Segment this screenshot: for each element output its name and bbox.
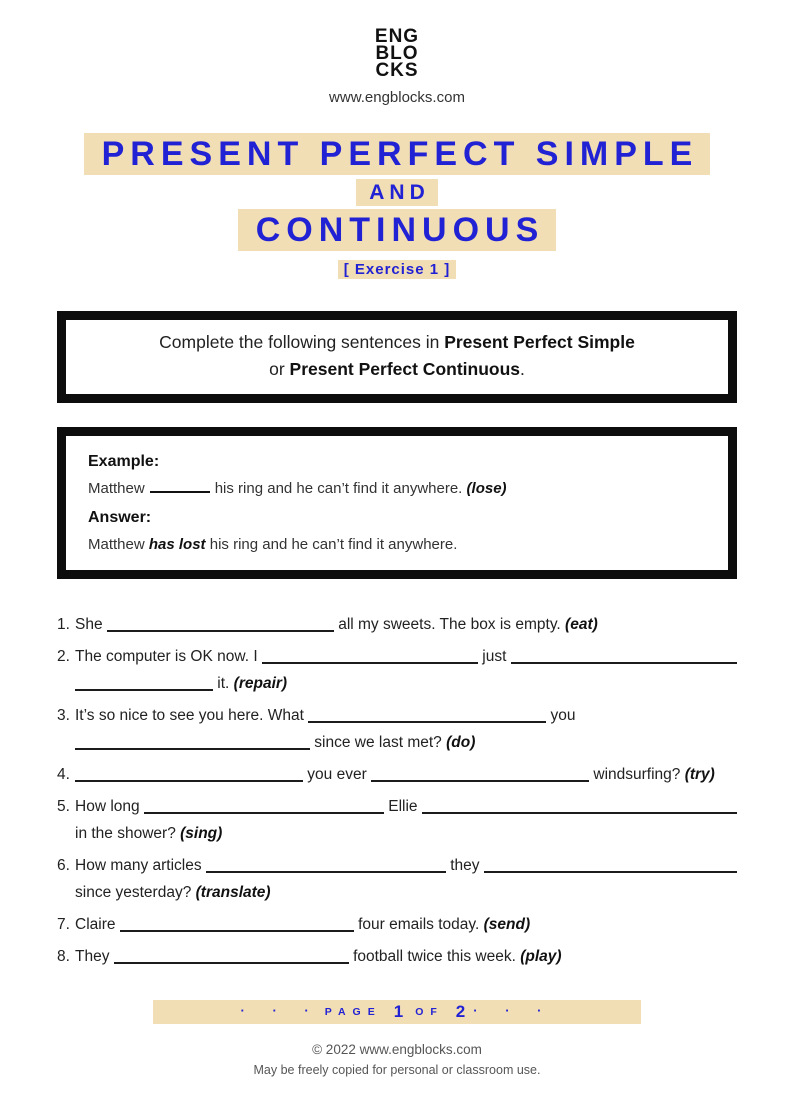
sentence-text: since we last met?: [310, 734, 447, 751]
sentence-text: it.: [213, 675, 234, 692]
sentence-text: She: [75, 616, 107, 633]
sentence-line: [57, 702, 737, 729]
example-label: Example:: [88, 453, 160, 470]
sentence-text: How many articles: [75, 857, 206, 874]
answer-sentence: Matthew has lost his ring and he can’t find it anywhere.: [88, 536, 458, 553]
page-indicator-bar: [153, 1000, 641, 1024]
sentence-line: [57, 611, 737, 638]
answer-blank[interactable]: [206, 860, 446, 873]
exercise-item: [57, 611, 737, 638]
answer-label: Answer:: [88, 509, 152, 526]
sentence-line: [75, 820, 737, 847]
exercise-item: [57, 911, 737, 938]
exercise-item: [57, 793, 737, 847]
answer-blank[interactable]: [75, 769, 303, 782]
answer-blank[interactable]: [75, 678, 213, 691]
page-label: PAGE: [324, 1006, 382, 1018]
verb-hint: (eat): [565, 616, 598, 633]
answer-blank[interactable]: [144, 801, 384, 814]
verb-hint: (lose): [466, 480, 507, 497]
sentence-text: you ever: [303, 766, 372, 783]
exercise-label: [ Exercise 1 ]: [0, 261, 794, 278]
sentence-text: all my sweets. The box is empty.: [333, 616, 566, 633]
sentence-line: [75, 670, 737, 697]
exercise-item: [57, 761, 737, 788]
sentence-text: The computer is OK now. I: [75, 648, 262, 665]
item-number: 5.: [57, 798, 70, 815]
verb-hint: (send): [483, 916, 531, 933]
verb-hint: (repair): [233, 675, 288, 692]
verb-hint: (translate): [195, 884, 271, 901]
sentence-text: you: [546, 707, 576, 724]
instruction-box: [57, 311, 737, 403]
page-total: 2: [455, 1002, 466, 1021]
example-box: [57, 427, 737, 579]
sentence-line: [57, 793, 737, 820]
license-line: May be freely copied for personal or classroom use.: [253, 1063, 541, 1077]
sentence-text: in the shower?: [75, 825, 181, 842]
sentence-text: they: [445, 857, 484, 874]
site-url: www.engblocks.com: [329, 89, 465, 106]
answer-blank[interactable]: [484, 860, 737, 873]
page-current: 1: [393, 1002, 404, 1021]
verb-hint: (do): [446, 734, 476, 751]
sentence-line: [57, 943, 737, 970]
logo-line: BLO: [375, 43, 419, 64]
exercise-item: [57, 943, 737, 970]
example-sentence: Matthew his ring and he can’t find it anywhere. (lose): [88, 480, 507, 497]
answer-blank[interactable]: [262, 651, 478, 664]
answer-blank[interactable]: [371, 769, 589, 782]
instruction-line-2: or Present Perfect Continuous.: [269, 359, 525, 379]
sentence-text: windsurfing?: [589, 766, 685, 783]
sentence-line: [75, 879, 737, 906]
page-title: [0, 132, 794, 278]
page-title-line-1: PRESENT PERFECT SIMPLE: [0, 132, 794, 176]
answer-blank[interactable]: [422, 801, 737, 814]
sentence-text: football twice this week.: [348, 948, 521, 965]
item-number: 6.: [57, 857, 70, 874]
of-label: OF: [415, 1006, 444, 1018]
sentence-line: [57, 911, 737, 938]
page-title-line-3: CONTINUOUS: [0, 208, 794, 252]
answer-verb: has lost: [148, 536, 206, 553]
item-number: 3.: [57, 707, 70, 724]
dots-icon: · · ·: [473, 1002, 554, 1018]
answer-blank[interactable]: [308, 710, 546, 723]
answer-blank[interactable]: [107, 619, 334, 632]
sentence-text: four emails today.: [353, 916, 484, 933]
item-number: 4.: [57, 766, 70, 783]
verb-hint: (play): [520, 948, 562, 965]
verb-hint: (sing): [180, 825, 223, 842]
logo-line: ENG: [374, 26, 420, 47]
answer-blank[interactable]: [150, 481, 210, 493]
answer-blank[interactable]: [75, 737, 310, 750]
sentence-line: [57, 761, 737, 788]
exercise-list: [57, 611, 737, 970]
instruction-line-1: Complete the following sentences in Present Perfect Simple: [159, 332, 635, 352]
copyright-line: © 2022 www.engblocks.com: [312, 1042, 482, 1057]
answer-blank[interactable]: [120, 919, 354, 932]
item-number: 7.: [57, 916, 70, 933]
sentence-line: [57, 643, 737, 670]
item-number: 8.: [57, 948, 70, 965]
logo-line: CKS: [375, 60, 419, 81]
verb-hint: (try): [684, 766, 715, 783]
item-number: 2.: [57, 648, 70, 665]
exercise-item: [57, 702, 737, 756]
sentence-text: just: [477, 648, 511, 665]
dots-icon: · · ·: [240, 1002, 321, 1018]
sentence-text: Ellie: [383, 798, 422, 815]
exercise-item: [57, 852, 737, 906]
item-number: 1.: [57, 616, 70, 633]
sentence-text: How long: [75, 798, 144, 815]
sentence-text: It’s so nice to see you here. What: [75, 707, 309, 724]
page-title-line-2: AND: [0, 178, 794, 208]
sentence-line: [75, 729, 737, 756]
engblocks-logo: [0, 28, 794, 79]
sentence-text: since yesterday?: [75, 884, 196, 901]
sentence-text: Claire: [75, 916, 120, 933]
exercise-item: [57, 643, 737, 697]
answer-blank[interactable]: [114, 951, 349, 964]
sentence-line: [57, 852, 737, 879]
sentence-text: They: [75, 948, 114, 965]
answer-blank[interactable]: [511, 651, 737, 664]
